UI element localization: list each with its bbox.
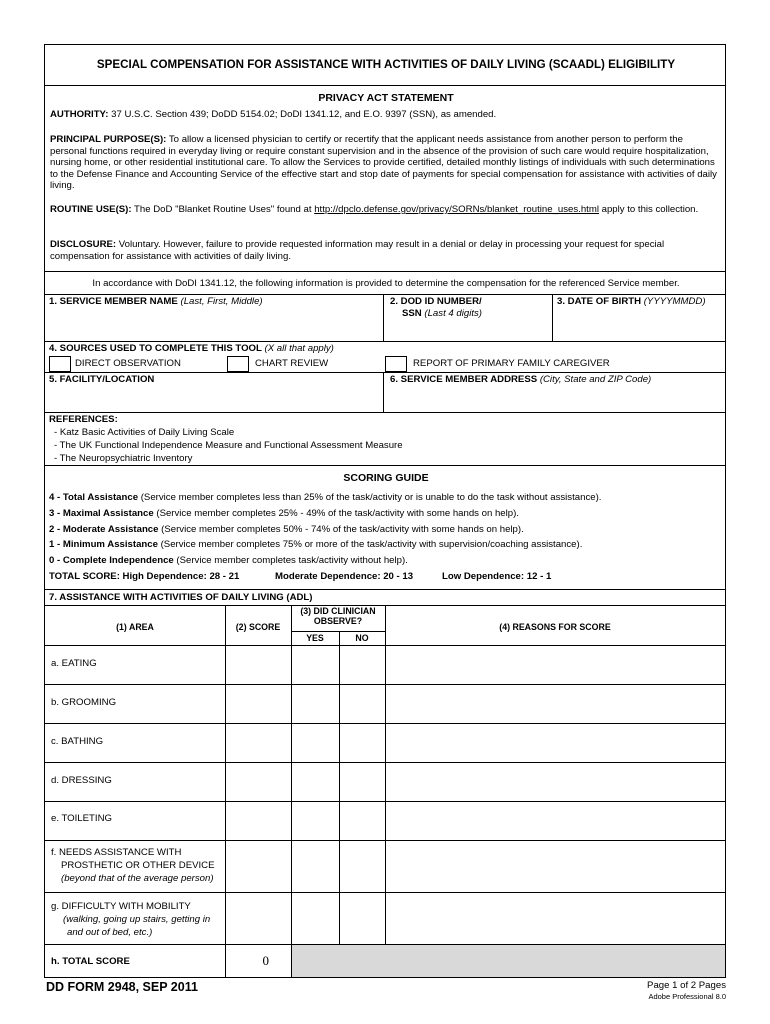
field-6-hint: (City, State and ZIP Code) [539,374,652,385]
disclosure-paragraph [50,239,720,262]
field-1-hint: (Last, First, Middle) [180,296,263,307]
service-member-name-input[interactable] [47,309,381,341]
scoring-desc: (Service member completes task/activity without help). [176,555,408,566]
field-1-label [49,296,263,308]
divider [45,412,725,413]
field-3-label-text: 3. DATE OF BIRTH [557,296,642,307]
adl-heading: 7. ASSISTANCE WITH ACTIVITIES OF DAILY LIVING (ADL) [49,592,313,603]
scoring-desc: (Service member completes 75% or more of the task/activity with supervision/coaching assistance). [160,539,583,550]
adl-row-grooming: b. GROOMING [51,697,117,708]
caregiver-report-checkbox[interactable] [385,356,407,372]
divider [339,631,340,944]
divider [383,294,384,341]
field-6-label-text: 6. SERVICE MEMBER ADDRESS [390,374,538,385]
divider [45,801,725,802]
total-score-value[interactable]: 0 [262,953,269,968]
field-4-label-text: 4. SOURCES USED TO COMPLETE THIS TOOL [49,343,262,354]
total-score-low: Low Dependence: 12 - 1 [442,571,552,582]
score-input-grooming[interactable] [227,686,290,722]
reference-item: - The Neuropsychiatric Inventory [54,453,193,464]
total-row-shaded [292,945,725,977]
references-heading: REFERENCES: [49,414,118,425]
divider [45,840,725,841]
field-2-ssn-label: SSN [402,308,422,319]
score-input-bathing[interactable] [227,725,290,761]
facility-location-input[interactable] [47,387,381,409]
divider [45,271,725,272]
authority-label: AUTHORITY: [50,109,109,120]
adl-row-total-score: h. TOTAL SCORE [51,956,130,967]
field-2-sublabel [402,308,482,320]
caregiver-report-label: REPORT OF PRIMARY FAMILY CAREGIVER [413,358,610,369]
col-no-header: NO [355,633,369,643]
direct-observation-checkbox[interactable] [49,356,71,372]
divider [552,294,553,341]
divider [45,294,725,295]
divider [45,892,725,893]
col-observe-header-2: OBSERVE? [313,616,363,626]
routine-label: ROUTINE USE(S): [50,204,132,215]
total-score-high: TOTAL SCORE: High Dependence: 28 - 21 [49,571,240,582]
authority-paragraph [50,109,720,121]
reasons-input-bathing[interactable] [387,725,723,761]
adl-row-mobility: g. DIFFICULTY WITH MOBILITY [51,901,191,912]
form-id: DD FORM 2948, SEP 2011 [46,980,198,994]
col-yes-header: YES [306,633,324,643]
routine-url-link[interactable]: http://dpclo.defense.gov/privacy/SORNs/blanket_routine_uses.html [314,204,599,215]
field-3-hint: (YYYYMMDD) [643,296,706,307]
field-2-label-text: 2. DOD ID NUMBER/ [390,296,482,307]
divider [383,372,384,412]
field-5-label: 5. FACILITY/LOCATION [49,374,155,385]
scoring-desc: (Service member completes less than 25% of the task/activity or is unable to do the task without assistance). [140,492,602,503]
reasons-input-toileting[interactable] [387,803,723,839]
score-input-toileting[interactable] [227,803,290,839]
divider [45,85,725,86]
purpose-label: PRINCIPAL PURPOSE(S): [50,134,167,145]
divider [45,723,725,724]
scoring-item [49,555,408,567]
field-3-label [557,296,706,308]
routine-text-after: apply to this collection. [601,204,699,215]
adl-row-prosthetic: f. NEEDS ASSISTANCE WITH [51,847,182,858]
adl-row-dressing: d. DRESSING [51,775,112,786]
reasons-input-grooming[interactable] [387,686,723,722]
adl-row-eating: a. EATING [51,658,97,669]
field-2-label [390,296,482,308]
divider [45,465,725,466]
reasons-input-prosthetic[interactable] [387,842,723,891]
scoring-desc: (Service member completes 25% - 49% of the task/activity with some hands on help). [156,508,519,519]
purpose-text: To allow a licensed physician to certify or recertify that the applicant needs assistance from another person to perform the personal functions required in everyday living or require constant supervision and in the absence of the provision of such care would require hospitalization, nursing home, or other residential institutional care. To allow the Services to provide certified, detailed monthly listings of individuals with such determinations to the Defense Finance and Accounting Service of the effective start and stop date of payments for special compensation for assistance with activities of daily living. [50,134,717,191]
disclosure-text: Voluntary. However, failure to provide requested information may result in a denial or delay in processing your request for special compensation for assistance with activities of daily living. [50,239,665,262]
field-6-label [390,374,651,386]
scoring-key: 4 - Total Assistance [49,492,139,503]
privacy-heading: PRIVACY ACT STATEMENT [318,92,454,104]
col-reasons-header: (4) REASONS FOR SCORE [499,622,611,632]
field-2-hint: (Last 4 digits) [424,308,482,319]
divider [45,684,725,685]
chart-review-label: CHART REVIEW [255,358,329,369]
divider [385,605,386,944]
dod-id-input[interactable] [385,321,551,341]
score-input-dressing[interactable] [227,764,290,800]
routine-text-before: The DoD "Blanket Routine Uses" found at [134,204,312,215]
field-1-label-text: 1. SERVICE MEMBER NAME [49,296,178,307]
form-frame [44,44,726,978]
adl-row-mobility-3: and out of bed, etc.) [67,927,153,938]
reference-item: - Katz Basic Activities of Daily Living Scale [54,427,235,438]
col-observe-header: (3) DID CLINICIAN [300,606,376,616]
scoring-item [49,524,524,536]
page-number: Page 1 of 2 Pages [647,980,726,991]
divider [291,605,292,977]
date-of-birth-input[interactable] [554,309,724,341]
col-area-header: (1) AREA [116,622,154,632]
service-member-address-input[interactable] [385,387,723,409]
form-title: SPECIAL COMPENSATION FOR ASSISTANCE WITH ACTIVITIES OF DAILY LIVING (SCAADL) ELIGIBILITY [96,58,676,71]
reference-item: - The UK Functional Independence Measure and Functional Assessment Measure [54,440,403,451]
score-input-prosthetic[interactable] [227,842,290,891]
adl-row-bathing: c. BATHING [51,736,104,747]
scoring-key: 0 - Complete Independence [49,555,174,566]
scoring-key: 1 - Minimum Assistance [49,539,158,550]
divider [45,645,725,646]
adl-row-mobility-2: (walking, going up stairs, getting in [63,914,211,925]
field-4-hint: (X all that apply) [264,343,334,354]
adl-row-toileting: e. TOILETING [51,813,112,824]
scoring-guide-heading: SCORING GUIDE [343,472,429,484]
divider [225,605,226,977]
routine-paragraph [50,204,720,216]
divider [45,341,725,342]
scoring-key: 3 - Maximal Assistance [49,508,154,519]
scoring-item [49,508,519,520]
scoring-key: 2 - Moderate Assistance [49,524,159,535]
field-4-label [49,343,334,355]
chart-review-checkbox[interactable] [227,356,249,372]
adl-row-prosthetic-3: (beyond that of the average person) [61,873,214,884]
score-input-eating[interactable] [227,647,290,683]
disclosure-label: DISCLOSURE: [50,239,117,250]
divider [45,372,725,373]
adl-row-prosthetic-2: PROSTHETIC OR OTHER DEVICE [61,860,215,871]
purpose-paragraph [50,134,720,192]
intro-text: In accordance with DoDI 1341.12, the following information is provided to determine the compensation for the referenced Service member. [92,278,680,289]
reasons-input-eating[interactable] [387,647,723,683]
divider [45,589,725,590]
total-score-moderate: Moderate Dependence: 20 - 13 [275,571,414,582]
scoring-item [49,492,601,504]
reasons-input-mobility[interactable] [387,894,723,943]
software-version: Adobe Professional 8.0 [648,992,726,1001]
direct-observation-label: DIRECT OBSERVATION [75,358,181,369]
reasons-input-dressing[interactable] [387,764,723,800]
divider [45,762,725,763]
scoring-item [49,539,582,551]
col-score-header: (2) SCORE [235,622,281,632]
authority-text: 37 U.S.C. Section 439; DoDD 5154.02; DoDI 1341.12, and E.O. 9397 (SSN), as amended. [111,109,497,120]
score-input-mobility[interactable] [227,894,290,943]
scoring-desc: (Service member completes 50% - 74% of the task/activity with some hands on help). [161,524,524,535]
